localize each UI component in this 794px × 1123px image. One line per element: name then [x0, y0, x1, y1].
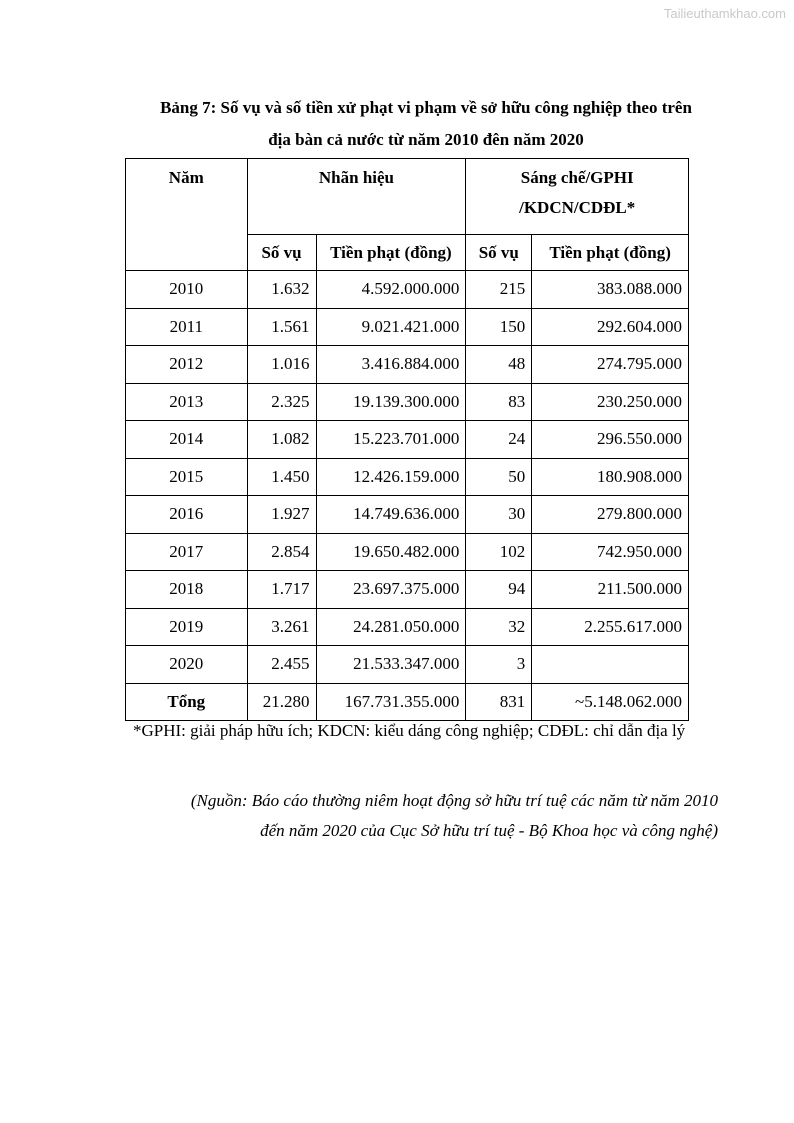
cell-year: 2014 [126, 421, 248, 459]
header-brand-fine: Tiền phạt (đồng) [316, 235, 466, 271]
header-patent-line-2: /KDCN/CDĐL* [519, 198, 636, 217]
cell-patent-fine: 180.908.000 [532, 458, 689, 496]
header-brand: Nhãn hiệu [247, 159, 466, 235]
table-row [126, 421, 689, 459]
table-row [126, 646, 689, 684]
title-line-1: Bảng 7: Số vụ và số tiền xử phạt vi phạm về sở hữu công nghiệp theo trên [160, 98, 692, 117]
cell-brand-fine: 23.697.375.000 [316, 571, 466, 609]
cell-patent-fine: 274.795.000 [532, 346, 689, 384]
cell-brand-fine: 15.223.701.000 [316, 421, 466, 459]
cell-year: 2020 [126, 646, 248, 684]
cell-patent-fine: 211.500.000 [532, 571, 689, 609]
cell-patent-fine: 2.255.617.000 [532, 608, 689, 646]
watermark: Tailieuthamkhao.com [663, 6, 786, 21]
cell-brand-count: 1.717 [247, 571, 316, 609]
total-row [126, 683, 689, 721]
cell-brand-fine: 4.592.000.000 [316, 271, 466, 309]
cell-brand-fine: 19.650.482.000 [316, 533, 466, 571]
cell-year: 2019 [126, 608, 248, 646]
cell-brand-fine: 12.426.159.000 [316, 458, 466, 496]
cell-patent-fine: 292.604.000 [532, 308, 689, 346]
cell-brand-count: 2.455 [247, 646, 316, 684]
table-row [126, 383, 689, 421]
cell-patent-count: 215 [466, 271, 532, 309]
header-brand-count: Số vụ [247, 235, 316, 271]
cell-brand-count: 2.325 [247, 383, 316, 421]
cell-patent-fine: 230.250.000 [532, 383, 689, 421]
table-row [126, 346, 689, 384]
header-patent-fine: Tiền phạt (đồng) [532, 235, 689, 271]
cell-total-patent-count: 831 [466, 683, 532, 721]
cell-brand-count: 1.561 [247, 308, 316, 346]
cell-brand-count: 1.927 [247, 496, 316, 534]
cell-brand-count: 1.632 [247, 271, 316, 309]
table-row [126, 571, 689, 609]
source-citation [133, 786, 718, 846]
cell-total-patent-fine: ~5.148.062.000 [532, 683, 689, 721]
table-title [126, 92, 726, 156]
cell-brand-fine: 9.021.421.000 [316, 308, 466, 346]
cell-brand-fine: 3.416.884.000 [316, 346, 466, 384]
cell-patent-count: 32 [466, 608, 532, 646]
header-row-1 [126, 159, 689, 235]
cell-patent-fine [532, 646, 689, 684]
table-row [126, 308, 689, 346]
cell-brand-fine: 24.281.050.000 [316, 608, 466, 646]
cell-patent-fine: 383.088.000 [532, 271, 689, 309]
cell-year: 2018 [126, 571, 248, 609]
cell-year: 2016 [126, 496, 248, 534]
table-row [126, 458, 689, 496]
table-row [126, 496, 689, 534]
cell-brand-count: 1.450 [247, 458, 316, 496]
cell-year: 2011 [126, 308, 248, 346]
cell-patent-count: 30 [466, 496, 532, 534]
header-patent-count: Số vụ [466, 235, 532, 271]
cell-brand-count: 1.082 [247, 421, 316, 459]
violations-table [125, 158, 689, 721]
header-patent [466, 159, 689, 235]
cell-patent-count: 102 [466, 533, 532, 571]
table-row [126, 533, 689, 571]
source-line-2: đến năm 2020 của Cục Sở hữu trí tuệ - Bộ Khoa học và công nghệ) [260, 821, 718, 840]
footnote: *GPHI: giải pháp hữu ích; KDCN: kiểu dáng công nghiệp; CDĐL: chỉ dẫn địa lý [133, 721, 686, 740]
cell-patent-count: 48 [466, 346, 532, 384]
table-row [126, 608, 689, 646]
cell-patent-count: 94 [466, 571, 532, 609]
header-year: Năm [126, 159, 248, 271]
cell-patent-count: 24 [466, 421, 532, 459]
cell-year: 2015 [126, 458, 248, 496]
source-line-1: (Nguồn: Báo cáo thường niêm hoạt động sở hữu trí tuệ các năm từ năm 2010 [190, 791, 718, 810]
cell-brand-fine: 19.139.300.000 [316, 383, 466, 421]
cell-total-label: Tổng [126, 683, 248, 721]
table-row [126, 271, 689, 309]
title-line-2: địa bàn cả nước từ năm 2010 đên năm 2020 [268, 130, 584, 149]
cell-brand-fine: 21.533.347.000 [316, 646, 466, 684]
header-patent-line-1: Sáng chế/GPHI [520, 168, 634, 187]
cell-year: 2013 [126, 383, 248, 421]
cell-patent-count: 3 [466, 646, 532, 684]
cell-brand-count: 1.016 [247, 346, 316, 384]
cell-patent-count: 50 [466, 458, 532, 496]
cell-patent-fine: 742.950.000 [532, 533, 689, 571]
cell-total-brand-fine: 167.731.355.000 [316, 683, 466, 721]
cell-total-brand-count: 21.280 [247, 683, 316, 721]
cell-brand-count: 3.261 [247, 608, 316, 646]
cell-patent-fine: 296.550.000 [532, 421, 689, 459]
cell-year: 2017 [126, 533, 248, 571]
cell-brand-fine: 14.749.636.000 [316, 496, 466, 534]
cell-brand-count: 2.854 [247, 533, 316, 571]
cell-patent-fine: 279.800.000 [532, 496, 689, 534]
cell-patent-count: 150 [466, 308, 532, 346]
cell-year: 2010 [126, 271, 248, 309]
cell-year: 2012 [126, 346, 248, 384]
cell-patent-count: 83 [466, 383, 532, 421]
